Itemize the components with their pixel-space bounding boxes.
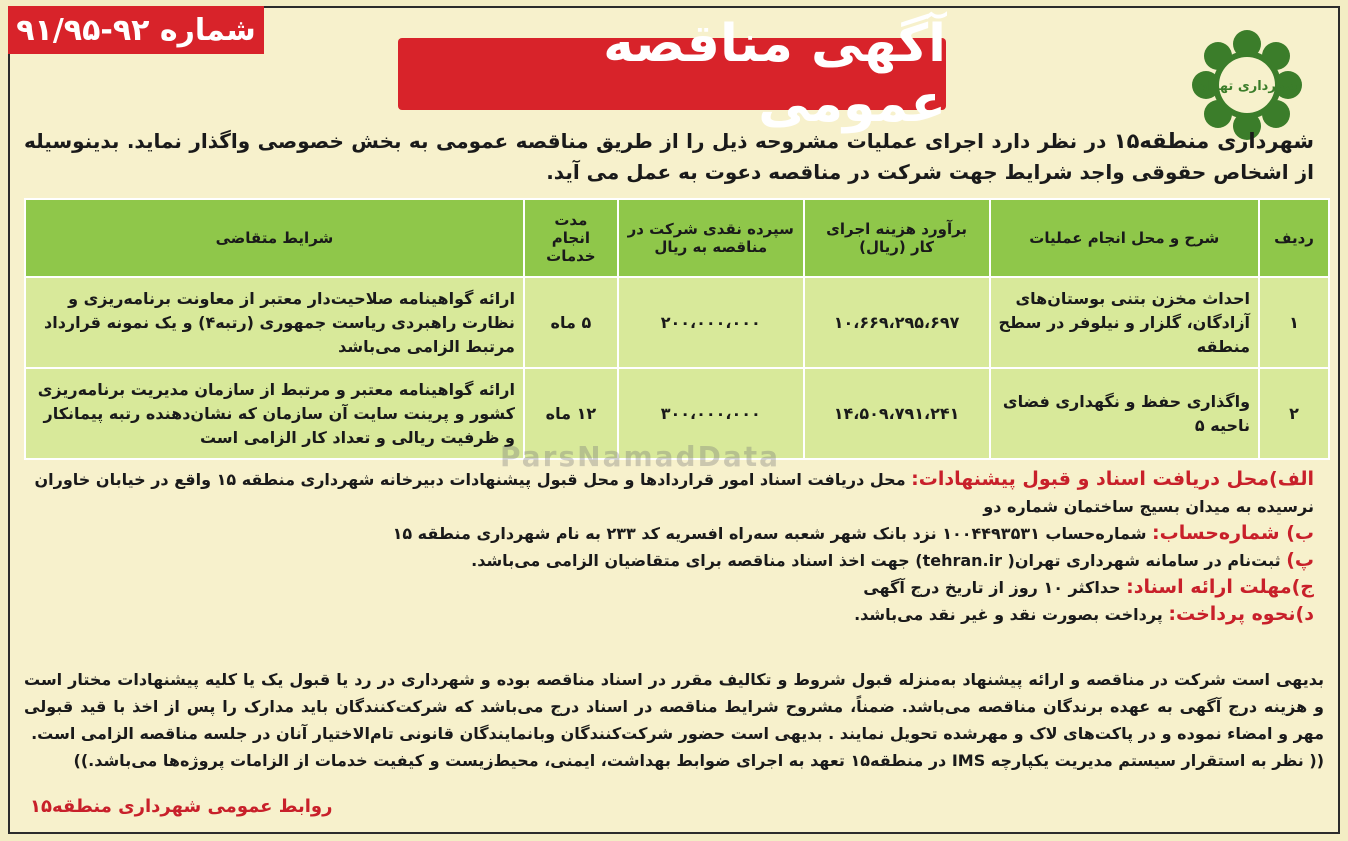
- footer-paragraph: [24, 666, 1324, 774]
- cell-cost-estimate: ۱۴،۵۰۹،۷۹۱،۲۴۱: [804, 368, 990, 459]
- detail-text: پرداخت بصورت نقد و غیر نقد می‌باشد.: [854, 605, 1169, 624]
- detail-item: [24, 601, 1314, 628]
- detail-item: [24, 466, 1314, 520]
- footer-body: بدیهی است شرکت در مناقصه و ارائه پیشنهاد به‌منزله قبول شروط و تکالیف مقرر در اسناد مناقصه بوده و شهرداری در رد یا قبول یک یا کلیه پیشنهادات مختار است و هزینه درج آگهی به عهده برندگان مناقصه می‌باشد. ضمناً، مشروح شرایط مناقصه در اسناد درج می‌باشد که شرکت‌کنندگان باید مدارک را پس از اخذ با قید قبولی مهر و امضاء نموده و در پاکت‌های لاک و مهرشده تحویل نمایند . بدیهی است حضور شرکت‌کنندگان وبانمایندگان قانونی تام‌الاختیار آنان در جلسه مناقصه الزامی است.: [24, 670, 1324, 743]
- ad-title-banner: آگهی مناقصه عمومی: [398, 38, 946, 110]
- detail-key: الف)محل دریافت اسناد و قبول پیشنهادات:: [911, 468, 1314, 490]
- header-cost-estimate: برآورد هزینه اجرای کار (ریال): [804, 199, 990, 277]
- detail-key: پ): [1286, 549, 1314, 571]
- detail-key: ج)مهلت ارائه اسناد:: [1126, 576, 1314, 598]
- cell-deposit: ۲۰۰،۰۰۰،۰۰۰: [618, 277, 804, 368]
- tender-table: [24, 198, 1330, 460]
- detail-text: شماره‌حساب ۱۰۰۴۴۹۳۵۳۱ نزد بانک شهر شعبه سه‌راه افسریه کد ۲۳۳ به نام شهرداری منطقه ۱۵: [392, 524, 1153, 543]
- cell-cost-estimate: ۱۰،۶۶۹،۲۹۵،۶۹۷: [804, 277, 990, 368]
- detail-key: ب) شماره‌حساب:: [1152, 522, 1314, 544]
- watermark-text: ParsNamadData: [500, 440, 780, 473]
- header-duration: مدت انجام خدمات: [524, 199, 618, 277]
- header-deposit: سپرده نقدی شرکت در مناقصه به ریال: [618, 199, 804, 277]
- cell-deposit: ۳۰۰،۰۰۰،۰۰۰: [618, 368, 804, 459]
- header-row-number: ردیف: [1259, 199, 1329, 277]
- cell-conditions: ارائه گواهینامه معتبر و مرتبط از سازمان مدیریت برنامه‌ریزی کشور و پرینت سایت آن سازمان که نشان‌دهنده رتبه پیمانکار و ظرفیت ریالی و تعداد کار الزامی است: [25, 368, 524, 459]
- cell-conditions: ارائه گواهینامه صلاحیت‌دار معتبر از معاونت برنامه‌ریزی و نظارت راهبردی ریاست جمهوری (رتبه۴) و یک نمونه قرارداد مرتبط الزامی می‌باشد: [25, 277, 524, 368]
- table-row: [25, 277, 1329, 368]
- details-section: [24, 466, 1314, 628]
- ims-note: (( نظر به استقرار سیستم مدیریت یکپارچه IMS در منطقه۱۵ تعهد به اجرای ضوابط بهداشت، ایمنی، محیط‌زیست و کیفیت خدمات از الزامات پروژه‌ها می‌باشد.)): [73, 751, 1324, 770]
- detail-text: حداکثر ۱۰ روز از تاریخ درج آگهی: [863, 578, 1127, 597]
- header-description: شرح و محل انجام عملیات: [990, 199, 1260, 277]
- cell-description: واگذاری حفظ و نگهداری فضای ناحیه ۵: [990, 368, 1260, 459]
- cell-row-number: ۲: [1259, 368, 1329, 459]
- detail-item: [24, 520, 1314, 547]
- intro-org: شهرداری منطقه۱۵: [1113, 129, 1314, 153]
- detail-text: محل دریافت اسناد امور قراردادها و محل قبول پیشنهادات دبیرخانه شهرداری منطقه ۱۵ واقع در خیابان خاوران نرسیده به میدان بسیج ساختمان شماره دو: [34, 470, 1314, 516]
- detail-key: د)نحوه پرداخت:: [1168, 603, 1314, 625]
- ad-number-badge: شماره ۹۲-۹۱/۹۵: [8, 6, 264, 54]
- detail-item: [24, 547, 1314, 574]
- cell-description: احداث مخزن بتنی بوستان‌های آزادگان، گلزار و نیلوفر در سطح منطقه: [990, 277, 1260, 368]
- cell-duration: ۵ ماه: [524, 277, 618, 368]
- intro-paragraph: [24, 126, 1314, 188]
- intro-text: در نظر دارد اجرای عملیات مشروحه ذیل را از طریق مناقصه عمومی به بخش خصوصی واگذار نماید. بدینوسیله از اشخاص حقوقی واجد شرایط جهت شرکت در مناقصه دعوت به عمل می آید.: [24, 129, 1314, 184]
- signature: روابط عمومی شهرداری منطقه۱۵: [30, 796, 333, 817]
- detail-item: [24, 574, 1314, 601]
- logo-text: شهرداری تهران: [1196, 79, 1298, 94]
- cell-duration: ۱۲ ماه: [524, 368, 618, 459]
- detail-text: ثبت‌نام در سامانه شهرداری تهران( tehran.ir) جهت اخذ اسناد مناقصه برای متقاضیان الزامی می‌باشد.: [471, 551, 1287, 570]
- cell-row-number: ۱: [1259, 277, 1329, 368]
- header-conditions: شرایط متقاضی: [25, 199, 524, 277]
- table-header-row: [25, 199, 1329, 277]
